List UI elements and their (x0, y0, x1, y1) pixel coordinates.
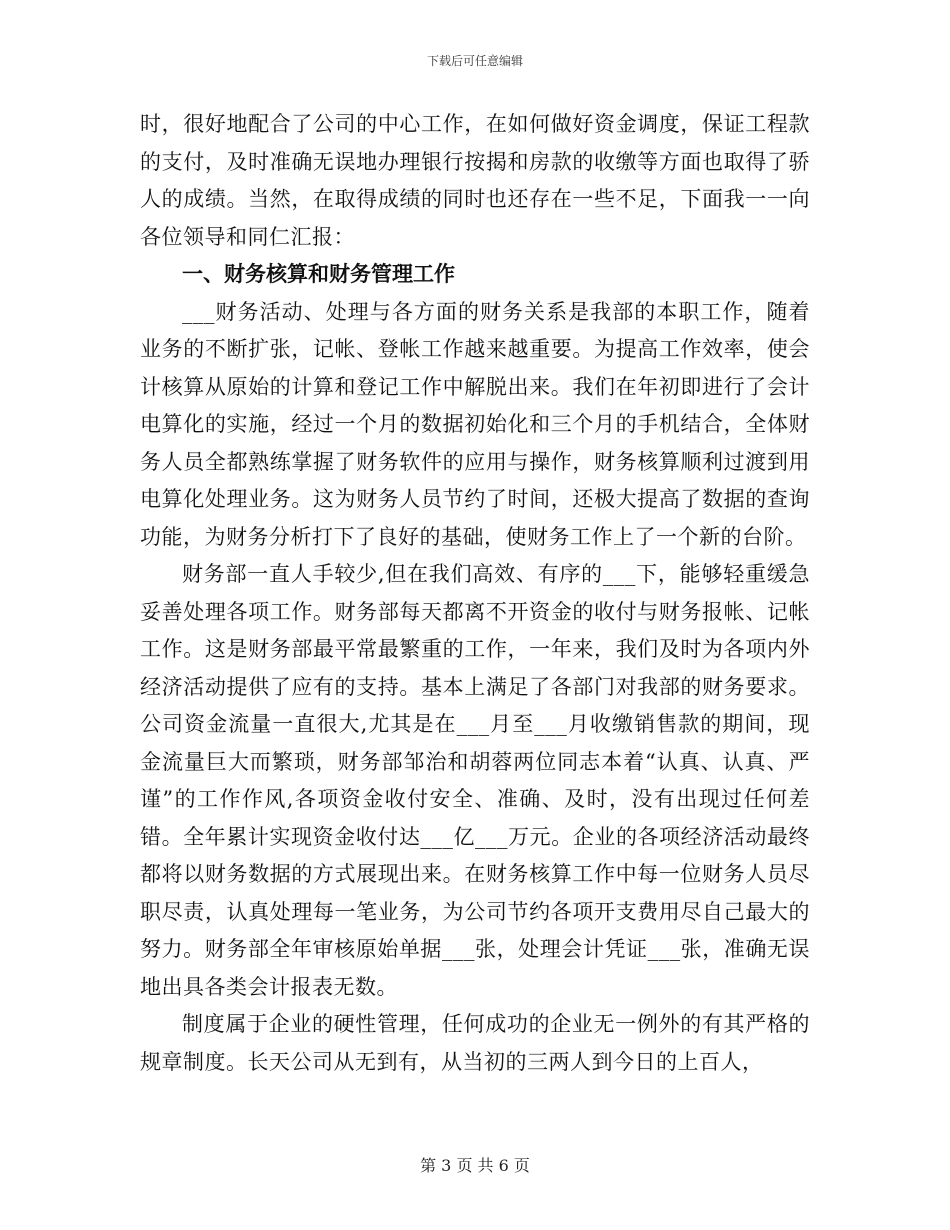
page-number: 第 3 页 共 6 页 (420, 1156, 530, 1175)
paragraph-2: ___财务活动、处理与各方面的财务关系是我部的本职工作，随着业务的不断扩张，记帐、登帐工作越来越重要。为提高工作效率，使会计核算从原始的计算和登记工作中解脱出来。我们在年初即进行了会计电算化的实施，经过一个月的数据初始化和三个月的手机结合，全体财务人员全都熟练掌握了财务软件的应用与操作，财务核算顺利过渡到用电算化处理业务。这为财务人员节约了时间，还极大提高了数据的查询功能，为财务分析打下了良好的基础，使财务工作上了一个新的台阶。 (140, 299, 810, 549)
page-header-note: 下载后可任意编辑 (426, 54, 523, 68)
paragraph-3: 财务部一直人手较少,但在我们高效、有序的___下，能够轻重缓急妥善处理各项工作。财务部每天都离不开资金的收付与财务报帐、记帐工作。这是财务部最平常最繁重的工作，一年来，我们及时为各项内外经济活动提供了应有的支持。基本上满足了各部门对我部的财务要求。公司资金流量一直很大,尤其是在___月至___月收缴销售款的期间，现金流量巨大而繁琐，财务部邹治和胡蓉两位同志本着“认真、认真、严谨”的工作作风,各项资金收付安全、准确、及时，没有出现过任何差错。全年累计实现资金收付达___亿___万元。企业的各项经济活动最终都将以财务数据的方式展现出来。在财务核算工作中每一位财务人员尽职尽责，认真处理每一笔业务，为公司节约各项开支费用尽自己最大的努力。财务部全年审核原始单据___张，处理会计凭证___张，准确无误地出具各类会计报表无数。 (140, 562, 810, 999)
section-heading: 一、财务核算和财务管理工作 (182, 262, 455, 286)
paragraph-1: 时，很好地配合了公司的中心工作，在如何做好资金调度，保证工程款的支付，及时准确无误地办理银行按揭和房款的收缴等方面也取得了骄人的成绩。当然，在取得成绩的同时也还存在一些不足，下面我一一向各位领导和同仁汇报： (140, 112, 810, 249)
paragraph-4: 制度属于企业的硬性管理，任何成功的企业无一例外的有其严格的规章制度。长天公司从无到有，从当初的三两人到今日的上百人， (140, 1012, 810, 1074)
document-body (140, 106, 810, 1081)
